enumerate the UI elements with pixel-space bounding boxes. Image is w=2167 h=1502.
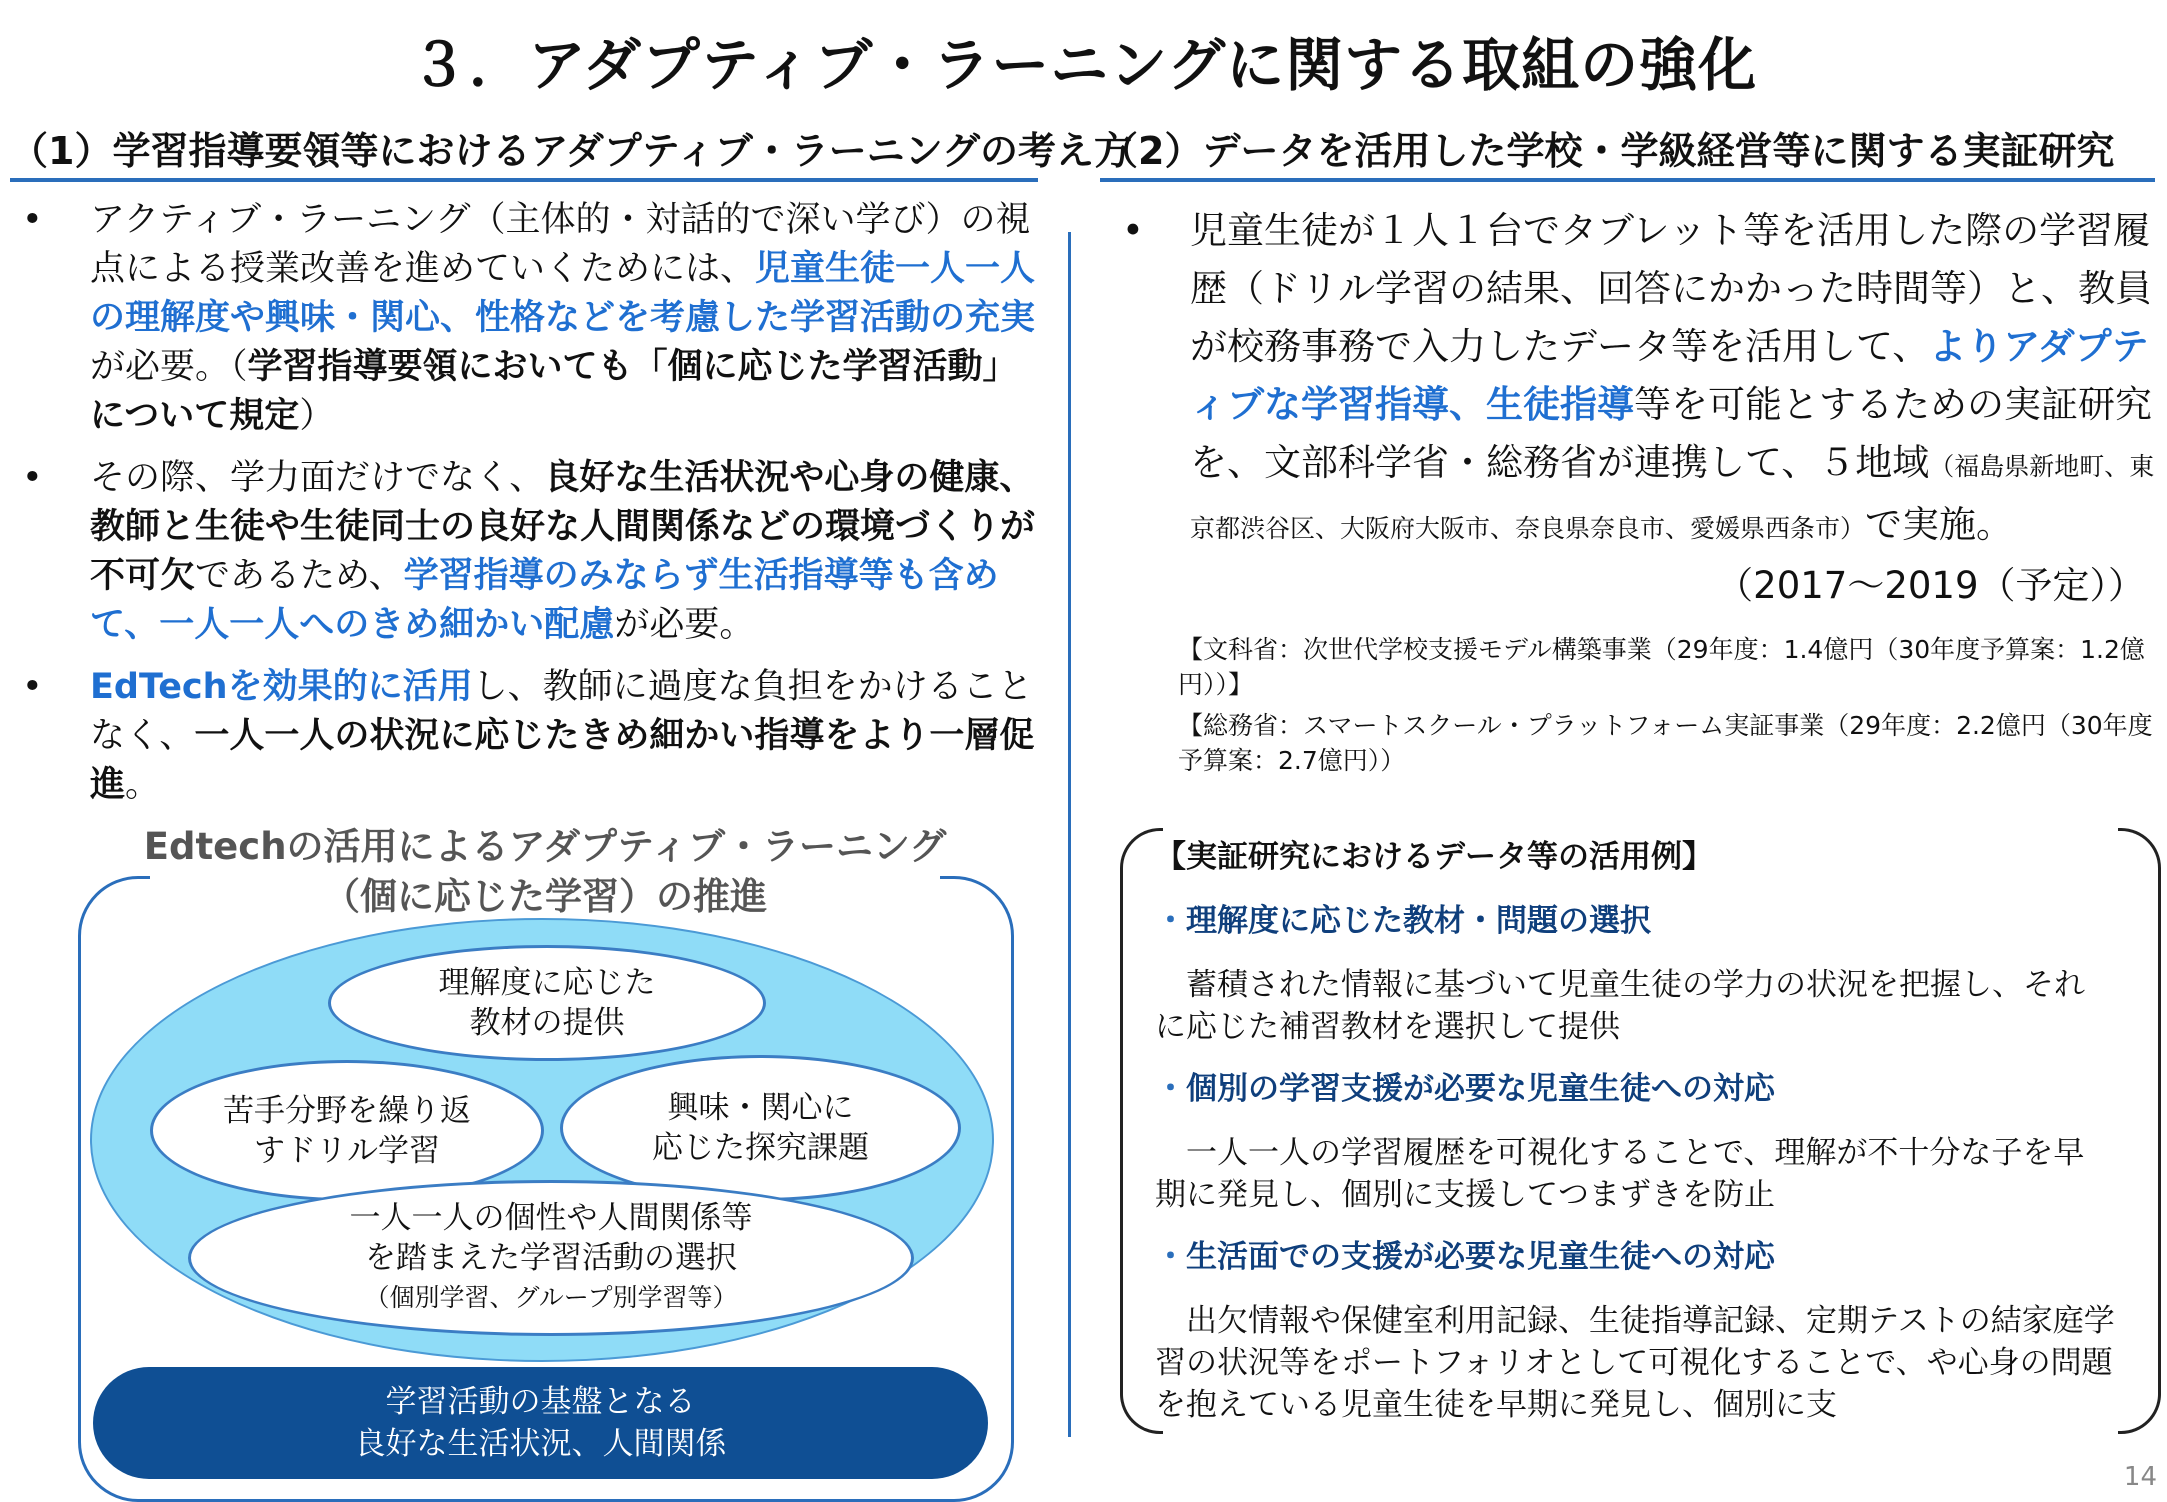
right-bracket — [2118, 828, 2161, 1434]
case-bullet: ・ — [1155, 903, 1186, 939]
right-section-heading: （2）データを活用した学校・学級経営等に関する実証研究 — [1100, 129, 2115, 173]
left-bullet-1 — [10, 196, 1050, 441]
text-span: アクティブ・ラーニング（主体的・対話的で深い学び）の視点による授業改善を進めていくためには、 — [90, 200, 1031, 289]
left-bullet-list — [10, 196, 1050, 823]
case-item-text: 出欠情報や保健室利用記録、生徒指導記録、定期テストの結家庭学習の状況等をポートフォリオとして可視化することで、や心身の問題を抱えている児童生徒を早期に発見し、個別に支 — [1155, 1303, 2115, 1423]
left-heading-rule — [10, 178, 1038, 182]
bold-span: 学習指導要領においても「個に応じた学習活動」について規定 — [90, 347, 1018, 436]
case-item-text: 蓄積された情報に基づいて児童生徒の学力の状況を把握し、それに応じた補習教材を選択して提供 — [1155, 967, 2085, 1045]
bullet-dot: • — [1122, 209, 1144, 252]
ellipse-text-small: （個別学習、グループ別学習等） — [364, 1283, 738, 1312]
left-section-heading: （1）学習指導要領等におけるアダプティブ・ラーニングの考え方 — [10, 129, 1132, 173]
bullet-dot: • — [22, 200, 43, 240]
bullet-dot: • — [22, 667, 43, 707]
text-span: であるため、 — [195, 556, 404, 596]
text-span: 。 — [125, 765, 161, 805]
left-bullet-2 — [10, 454, 1050, 650]
bullet-dot: • — [22, 458, 43, 498]
text-span: で実施。 — [1865, 503, 2014, 546]
budget-note-mext: 【文科省：次世代学校支援モデル構築事業（29年度：1.4億円（30年度予算案：1.2億円））】 — [1178, 635, 2145, 699]
case-title-text: 生活面での支援が必要な児童生徒への対応 — [1186, 1239, 1775, 1275]
ellipse-text: 一人一人の個性や人間関係等 — [349, 1200, 753, 1236]
text-span: 等を可能とするための実証研究を、文部科学省・総務省が連携して、５地域 — [1190, 383, 2152, 484]
ellipse-text: 応じた探究課題 — [652, 1130, 869, 1166]
ellipse-drill — [150, 1060, 544, 1201]
ellipse-text: 教材の提供 — [469, 1005, 625, 1041]
diagram-title-line: （個に応じた学習）の推進 — [323, 875, 767, 918]
text-span: が必要。（ — [90, 347, 248, 387]
ellipse-activity-selection — [188, 1180, 914, 1336]
diagram-title-line: Edtechの活用によるアダプティブ・ラーニング — [143, 825, 947, 868]
case-examples — [1155, 836, 2115, 1446]
case-item-title — [1155, 900, 2115, 942]
text-span: その際、学力面だけでなく、 — [90, 458, 545, 498]
ellipse-inquiry — [560, 1055, 961, 1201]
column-divider — [1068, 232, 1071, 1437]
case-heading: 【実証研究におけるデータ等の活用例】 — [1155, 839, 1713, 875]
ellipse-materials — [328, 945, 766, 1061]
right-bullet-list — [1110, 202, 2160, 558]
budget-notes — [1178, 632, 2158, 778]
page-title: ３．アダプティブ・ラーニングに関する取組の強化 — [409, 31, 1758, 99]
highlight-span: EdTechを効果的に活用 — [90, 667, 473, 707]
foundation-text: 良好な生活状況、人間関係 — [354, 1426, 727, 1462]
bold-span: 一人一人の状況に応じたきめ細かい指導をより一層促進 — [90, 716, 1035, 805]
text-span: が必要。 — [614, 605, 755, 645]
ellipse-text: すドリル学習 — [254, 1132, 440, 1169]
foundation-text: 学習活動の基盤となる — [385, 1384, 696, 1420]
case-item-title — [1155, 1068, 2115, 1110]
bold-span: 良好な生活状況や心身の健康、教師と生徒や生徒同士の良好な人間関係などの環境づくりが不可欠 — [90, 458, 1036, 596]
ellipse-text: 興味・関心に — [667, 1090, 854, 1126]
case-bullet: ・ — [1155, 1071, 1186, 1107]
highlight-span: よりアダプティブな学習指導、生徒指導 — [1190, 325, 2149, 426]
ellipse-text: 苦手分野を繰り返 — [223, 1092, 471, 1129]
highlight-span: 学習指導のみならず生活指導等も含めて、一人一人へのきめ細かい配慮 — [90, 556, 999, 645]
diagram-title — [80, 822, 1010, 922]
budget-note-mic: 【総務省：スマートスクール・プラットフォーム実証事業（29年度：2.2億円（30年度予算案：2.7億円）） — [1178, 711, 2153, 775]
case-title-text: 個別の学習支援が必要な児童生徒への対応 — [1186, 1071, 1775, 1107]
case-item-title — [1155, 1236, 2115, 1278]
right-heading-rule — [1100, 178, 2155, 182]
ellipse-text: を踏まえた学習活動の選択 — [365, 1240, 737, 1276]
left-bullet-3 — [10, 663, 1050, 810]
case-bullet: ・ — [1155, 1239, 1186, 1275]
foundation-bar — [93, 1367, 988, 1479]
text-span: し、教師に過度な負担をかけることなく、 — [90, 667, 1033, 756]
text-span: ） — [299, 396, 335, 436]
study-period: （2017～2019（予定）） — [1716, 564, 2145, 607]
case-item-text: 一人一人の学習履歴を可視化することで、理解が不十分な子を早期に発見し、個別に支援してつまずきを防止 — [1155, 1135, 2085, 1213]
page-number: 14 — [2123, 1462, 2157, 1492]
case-title-text: 理解度に応じた教材・問題の選択 — [1186, 903, 1651, 939]
right-bullet-1 — [1110, 202, 2160, 558]
text-span: 児童生徒が１人１台でタブレット等を活用した際の学習履歴（ドリル学習の結果、回答にかかった時間等）と、教員が校務事務で入力したデータ等を活用して、 — [1190, 209, 2152, 368]
regions-span: （福島県新地町、東京都渋谷区、大阪府大阪市、奈良県奈良市、愛媛県西条市） — [1190, 452, 2155, 543]
ellipse-text: 理解度に応じた — [438, 965, 656, 1001]
highlight-span: 児童生徒一人一人の理解度や興味・関心、性格などを考慮した学習活動の充実 — [90, 249, 1036, 338]
